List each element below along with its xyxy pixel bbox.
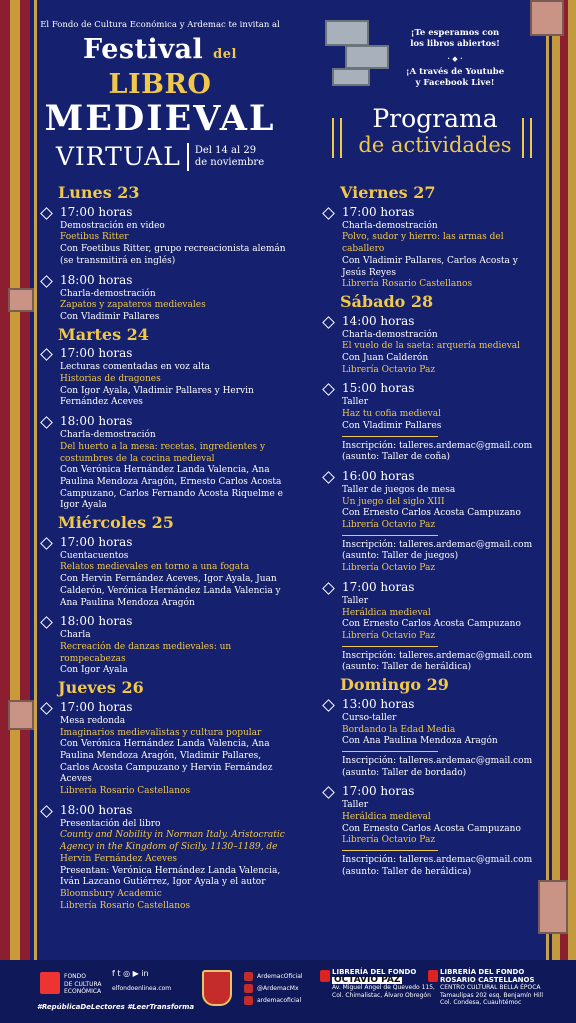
diamond-bullet-icon xyxy=(322,786,335,799)
diamond-bullet-icon xyxy=(40,616,53,629)
linkedin-icon[interactable]: in xyxy=(141,969,149,978)
festival-word: Festival xyxy=(83,34,204,65)
event-detail: Con Hervin Fernández Aceves, Igor Ayala, Juan Calderón, Verónica Hernández Landa Valencia y Ana Paulina Mendoza Aragón xyxy=(60,574,281,608)
twitter-icon[interactable] xyxy=(244,984,253,993)
stone-ornament xyxy=(332,68,370,86)
event-time: 17:00 horas xyxy=(60,534,133,549)
event-time: 18:00 horas xyxy=(60,802,133,817)
event-detail: Con Juan Calderón xyxy=(342,353,429,364)
lib1-line-1: LIBRERÍA DEL FONDO xyxy=(332,968,417,976)
left-border-decoration xyxy=(0,0,30,960)
diamond-bullet-icon xyxy=(40,275,53,288)
event-detail: Charla-demostración xyxy=(60,288,156,299)
event-highlight: Librería Octavio Paz xyxy=(342,563,436,574)
lib2-line-2: ROSARIO CASTELLANOS xyxy=(440,975,535,984)
event-highlight: Historias de dragones xyxy=(60,374,161,385)
event-detail: Presentación del libro xyxy=(60,818,161,829)
event-detail: Demostración en video xyxy=(60,220,165,231)
event-highlight: El vuelo de la saeta: arquería medieval xyxy=(342,341,521,352)
fce-line-2: DE CULTURA xyxy=(64,980,102,988)
stone-ornament xyxy=(530,0,564,36)
event-detail: Con Ernesto Carlos Acosta Campuzano xyxy=(342,619,521,630)
right-gold-line xyxy=(546,0,549,960)
event-highlight: Haz tu cofia medieval xyxy=(342,409,441,420)
diamond-bullet-icon xyxy=(40,416,53,429)
event-detail[interactable]: Inscripción: talleres.ardemac@gmail.com xyxy=(342,855,533,866)
fce-small-logo-icon xyxy=(428,970,438,982)
programa-line-2: de actividades xyxy=(358,133,512,157)
event-highlight: Librería Octavio Paz xyxy=(342,835,436,846)
event-item xyxy=(322,205,540,291)
event-time: 13:00 horas xyxy=(342,696,415,711)
event-detail: Con Verónica Hernández Landa Valencia, Ana Paulina Mendoza Aragón, Ernesto Carlos Acosta Campuzano, Carlos Fernando Acosta Riquelme e Igor Ayala xyxy=(60,465,283,511)
programa-heading xyxy=(335,105,535,158)
virtual-row xyxy=(30,142,290,171)
event-time: 18:00 horas xyxy=(60,272,133,287)
lib1-address-2: Col. Chimalistac, Álvaro Obregón xyxy=(332,991,431,999)
day-heading: Miércoles 25 xyxy=(58,513,174,533)
event-detail[interactable]: Inscripción: talleres.ardemac@gmail.com xyxy=(342,539,533,550)
event-highlight: Recreación de danzas medievales: un rompecabezas xyxy=(60,641,232,664)
fce-name xyxy=(64,973,102,996)
schedule-right-column xyxy=(322,184,540,884)
side-message xyxy=(395,28,515,89)
fce-line-3: ECONÓMICA xyxy=(64,988,102,995)
event-highlight: Polvo, sudor y hierro: las armas del caballero xyxy=(342,232,504,255)
event-time: 17:00 horas xyxy=(60,346,133,361)
stone-ornament xyxy=(538,880,568,934)
festival-dates xyxy=(195,145,264,169)
event-item xyxy=(40,205,288,268)
event-highlight: Hervin Fernández Aceves xyxy=(60,853,178,864)
event-time: 14:00 horas xyxy=(342,313,415,328)
event-item xyxy=(322,784,540,878)
lib1-address-1: Av. Miguel Ángel de Quevedo 115, xyxy=(332,984,435,991)
divider xyxy=(187,143,189,171)
day-heading: Jueves 26 xyxy=(58,678,144,698)
event-detail: Con Vladimir Pallares xyxy=(342,420,442,431)
diamond-bullet-icon xyxy=(322,316,335,329)
dates-line-2: de noviembre xyxy=(194,156,265,168)
event-detail: Con Foetibus Ritter, grupo recreacionista alemán (se transmitirá en inglés) xyxy=(60,244,286,266)
stone-ornament xyxy=(8,700,34,730)
diamond-bullet-icon xyxy=(40,207,53,220)
facebook-icon[interactable]: f xyxy=(112,969,115,978)
event-detail: (asunto: Taller de heráldica) xyxy=(342,866,472,877)
day-heading: Viernes 27 xyxy=(340,183,436,202)
event-detail[interactable]: Inscripción: talleres.ardemac@gmail.com xyxy=(342,650,533,661)
event-detail[interactable]: Inscripción: talleres.ardemac@gmail.com xyxy=(342,440,533,451)
event-item xyxy=(40,414,288,512)
event-item xyxy=(40,614,288,677)
diamond-bullet-icon xyxy=(322,471,335,484)
event-detail: Con Igor Ayala xyxy=(60,665,128,676)
event-time: 17:00 horas xyxy=(60,204,133,219)
day-heading: Sábado 28 xyxy=(340,291,434,311)
social-handle-2[interactable]: @ArdemacMx xyxy=(257,985,299,992)
event-highlight: Heráldica medieval xyxy=(342,812,431,823)
diamond-bullet-icon xyxy=(322,582,335,595)
diamond-bullet-icon xyxy=(40,702,53,715)
diamond-bullet-icon xyxy=(322,207,335,220)
event-highlight: Librería Rosario Castellanos xyxy=(60,786,191,797)
event-highlight: Librería Octavio Paz xyxy=(342,364,436,375)
facebook-icon[interactable] xyxy=(244,972,253,981)
del-word: del xyxy=(213,47,237,62)
event-highlight: Heráldica medieval xyxy=(342,607,431,618)
event-detail: (asunto: Taller de heráldica) xyxy=(342,662,472,673)
day-heading: Domingo 29 xyxy=(340,675,449,695)
event-detail: (asunto: Taller de coña) xyxy=(342,452,451,463)
event-detail: Lecturas comentadas en voz alta xyxy=(60,362,210,373)
ornament-icon: · ◆ · xyxy=(447,54,463,63)
event-highlight: Un juego del siglo XIII xyxy=(342,496,445,507)
event-highlight: Imaginarios medievalistas y cultura popular xyxy=(60,727,262,738)
event-highlight: Bordando la Edad Media xyxy=(342,724,456,735)
event-detail[interactable]: Inscripción: talleres.ardemac@gmail.com xyxy=(342,755,533,766)
diamond-bullet-icon xyxy=(40,348,53,361)
event-detail: Taller xyxy=(342,595,369,606)
fce-logo-icon xyxy=(40,972,60,994)
event-detail: Con Ernesto Carlos Acosta Campuzano xyxy=(342,823,521,834)
event-detail: Con Verónica Hernández Landa Valencia, Ana Paulina Mendoza Aragón, Vladimir Pallares, Carlos Acosta Campuzano y Hervin Fernández Aceves xyxy=(60,739,273,785)
stone-ornament xyxy=(325,20,369,46)
event-detail: Taller xyxy=(342,800,369,811)
festival-header xyxy=(30,20,290,171)
event-detail: (asunto: Taller de bordado) xyxy=(342,767,467,778)
diamond-bullet-icon xyxy=(322,699,335,712)
lib1-line-2: OCTAVIO PAZ xyxy=(334,974,401,985)
youtube-icon[interactable]: ▶ xyxy=(132,969,139,978)
event-item xyxy=(322,314,540,377)
stone-ornament xyxy=(8,288,34,312)
fce-line-1: FONDO xyxy=(64,973,87,980)
event-detail: Charla xyxy=(60,630,91,641)
event-detail: Charla-demostración xyxy=(60,430,156,441)
event-highlight: Librería Octavio Paz xyxy=(342,520,436,531)
social-handle-1[interactable]: ArdemacOficial xyxy=(257,973,303,980)
event-time: 16:00 horas xyxy=(342,468,415,483)
event-time: 17:00 horas xyxy=(60,699,133,714)
event-detail: Con Igor Ayala, Vladimir Pallares y Hervin Fernández Aceves xyxy=(60,385,254,408)
instagram-icon[interactable] xyxy=(244,996,253,1005)
event-detail: Taller de juegos de mesa xyxy=(342,484,456,495)
event-detail: Charla-demostración xyxy=(342,329,438,340)
festival-title xyxy=(30,35,290,100)
libreria-octavio-paz xyxy=(332,969,435,999)
event-detail: (asunto: Taller de juegos) xyxy=(342,551,459,562)
side-line-3: ¡A través de Youtube xyxy=(405,67,505,77)
event-detail: Mesa redonda xyxy=(60,715,126,726)
event-item xyxy=(322,580,540,674)
virtual-label: VIRTUAL xyxy=(55,142,181,171)
lib2-line-1: LIBRERÍA DEL FONDO xyxy=(440,968,525,976)
event-item xyxy=(322,381,540,464)
invite-text: El Fondo de Cultura Económica y Ardemac te invitan al xyxy=(40,20,280,30)
medieval-title: MEDIEVAL xyxy=(44,98,276,139)
event-item xyxy=(40,803,288,913)
hashtags: #RepúblicaDeLectores #LeerTransforma xyxy=(37,1003,195,1011)
social-handle-3[interactable]: ardemacoficial xyxy=(257,997,302,1004)
libro-word: LIBRO xyxy=(108,69,212,100)
separator-line xyxy=(342,850,438,851)
day-heading: Lunes 23 xyxy=(58,183,140,202)
event-item xyxy=(322,469,540,575)
diamond-bullet-icon xyxy=(322,384,335,397)
event-highlight: Zapatos y zapateros medievales xyxy=(60,300,206,311)
event-time: 15:00 horas xyxy=(342,381,415,396)
event-highlight: Foetibus Ritter xyxy=(60,232,129,243)
event-item xyxy=(40,346,288,409)
right-border-decoration xyxy=(552,0,576,960)
dates-line-1: Del 14 al 29 xyxy=(194,144,257,156)
libreria-rosario-castellanos xyxy=(440,969,543,1007)
event-detail: Con Ernesto Carlos Acosta Campuzano xyxy=(342,508,521,519)
event-time: 18:00 horas xyxy=(60,414,133,429)
twitter-icon[interactable]: t xyxy=(117,969,121,978)
event-detail: Curso-taller xyxy=(342,712,397,723)
instagram-icon[interactable]: ◎ xyxy=(123,969,131,978)
event-detail: Con Ana Paulina Mendoza Aragón xyxy=(342,736,498,747)
schedule-left-column xyxy=(40,184,288,917)
event-item xyxy=(40,700,288,798)
event-detail: Cuentacuentos xyxy=(60,550,129,561)
event-time: 17:00 horas xyxy=(342,579,415,594)
event-highlight: Del huerto a la mesa: recetas, ingredientes y costumbres de la cocina medieval xyxy=(60,441,266,464)
event-detail: Taller xyxy=(342,397,369,408)
event-highlight: Relatos medievales en torno a una fogata xyxy=(60,562,250,573)
event-item xyxy=(40,535,288,610)
event-detail: Con Vladimir Pallares xyxy=(60,311,160,322)
diamond-bullet-icon xyxy=(40,805,53,818)
event-highlight: Bloomsbury Academic xyxy=(60,888,162,899)
ardemac-shield-logo xyxy=(202,970,232,1006)
fce-small-logo-icon xyxy=(320,970,330,982)
event-highlight: Librería Rosario Castellanos xyxy=(342,279,473,290)
lib2-address-2: Col. Condesa, Cuauhtémoc xyxy=(440,999,522,1006)
event-detail: Presentan: Verónica Hernández Landa Valencia, Iván Lazcano Gutiérrez, Igor Ayala y el autor xyxy=(60,865,281,888)
side-line-4: y Facebook Live! xyxy=(415,78,495,88)
side-line-1: ¡Te esperamos con xyxy=(410,28,500,38)
separator-line xyxy=(342,535,438,536)
stone-ornament xyxy=(345,45,389,69)
programa-line-1: Programa xyxy=(372,104,498,133)
event-time: 17:00 horas xyxy=(342,784,415,799)
day-heading: Martes 24 xyxy=(58,324,149,344)
social-icons xyxy=(112,970,149,978)
event-detail: Charla-demostración xyxy=(342,220,438,231)
event-highlight: Librería Rosario Castellanos xyxy=(60,900,191,911)
event-highlight: Librería Octavio Paz xyxy=(342,630,436,641)
separator-line xyxy=(342,436,438,437)
fce-website[interactable]: elfondoenlinea.com xyxy=(112,985,172,992)
event-highlight: County and Nobility in Norman Italy. Aristocratic Agency in the Kingdom of Sicily, 1130–1189, de xyxy=(60,830,285,853)
event-item xyxy=(40,273,288,324)
separator-line xyxy=(342,751,438,752)
separator-line xyxy=(342,646,438,647)
event-detail: Con Vladimir Pallares, Carlos Acosta y Jesús Reyes xyxy=(342,255,518,278)
event-time: 17:00 horas xyxy=(342,204,415,219)
event-time: 18:00 horas xyxy=(60,614,133,629)
lib2-address-1: Tamaulipas 202 esq. Benjamín Hill xyxy=(440,991,544,999)
diamond-bullet-icon xyxy=(40,537,53,550)
side-line-2: los libros abiertos! xyxy=(410,39,500,49)
lib2-line-3: CENTRO CULTURAL BELLA ÉPOCA xyxy=(440,984,541,991)
event-item xyxy=(322,697,540,780)
